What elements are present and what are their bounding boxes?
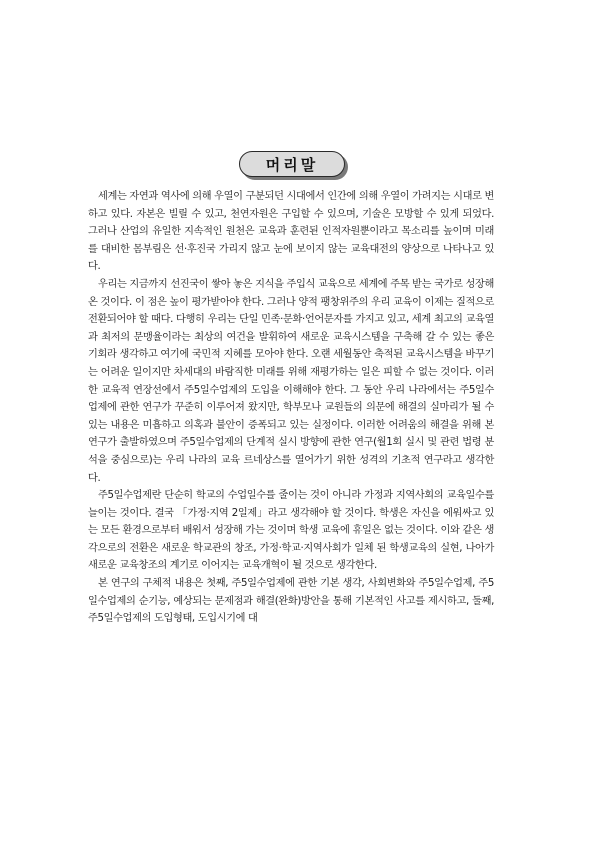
paragraph: 세계는 자연과 역사에 의해 우열이 구분되던 시대에서 인간에 의해 우열이 가려지는 시대로 변하고 있다. 자본은 빌릴 수 있고, 천연자원은 구입할 수 있으며, 기술은 모방할 수 있게 되었다. 그러나 산업의 유일한 지속적인 원천은 교육과 훈련된 인적자원뿐이라고 목소리를 높이며 미래를 대비한 몸부림은 선·후진국 가리지 않고 눈에 보이지 않는 교육대전의 양상으로 나타나고 있다. — [88, 191, 494, 273]
heading-box — [239, 151, 345, 177]
body-text — [88, 188, 494, 628]
paragraph: 우리는 지금까지 선진국이 쌓아 놓은 지식을 주입식 교육으로 세계에 주목 받는 국가로 성장해 온 것이다. 이 점은 높이 평가받아야 한다. 그러나 양적 팽창위주의 우리 교육이 이제는 질적으로 전환되어야 할 때다. 다행히 우리는 단일 민족·문화·언어문자를 가지고 있고, 세계 최고의 교육열과 최저의 문맹율이라는 최상의 여건을 발휘하여 새로운 교육시스템을 구축해 갈 수 있는 좋은 기회라 생각하고 여기에 국민적 지혜를 모아야 한다. 오랜 세월동안 축적된 교육시스템을 바꾸기는 어려운 일이지만 차세대의 바람직한 미래를 위해 재평가하는 일은 피할 수 없는 것이다. 이러한 교육적 연장선에서 주5일수업제의 도입을 이해해야 한다. 그 동안 우리 나라에서는 주5일수업제에 관한 연구가 꾸준히 이루어져 왔지만, 학부모나 교원들의 의문에 해결의 실마리가 될 수 있는 내용은 미흡하고 의혹과 불안이 증폭되고 있는 실정이다. 이러한 어려움의 해결을 위해 본 연구가 출발하였으며 주5일수업제의 단계적 실시 방향에 관한 연구(월1회 실시 및 관련 법령 분석을 중심으로)는 우리 나라의 교육 르네상스를 열어가기 위한 성격의 기초적 연구라고 생각한다. — [88, 278, 494, 484]
paragraph: 본 연구의 구체적 내용은 첫째, 주5일수업제에 관한 기본 생각, 사회변화와 주5일수업제, 주5일수업제의 순기능, 예상되는 문제점과 해결(완화)방안을 통해 기본적인 사고를 제시하고, 둘째, 주5일수업제의 도입형태, 도입시기에 대 — [88, 578, 494, 625]
page-title: 머리말 — [265, 155, 319, 174]
paragraph: 주5일수업제란 단순히 학교의 수업일수를 줄이는 것이 아니라 가정과 지역사회의 교육일수를 늘이는 것이다. 결국 「가정·지역 2일제」라고 생각해야 할 것이다. 학생은 자신을 에워싸고 있는 모든 환경으로부터 배워서 성장해 가는 것이며 학생 교육에 휴일은 없는 것이다. 이와 같은 생각으로의 전환은 새로운 학교관의 창조, 가정·학교·지역사회가 일체 된 학생교육의 실현, 나아가 새로운 교육창조의 계기로 이어지는 교육개혁이 될 것으로 생각한다. — [88, 490, 494, 572]
